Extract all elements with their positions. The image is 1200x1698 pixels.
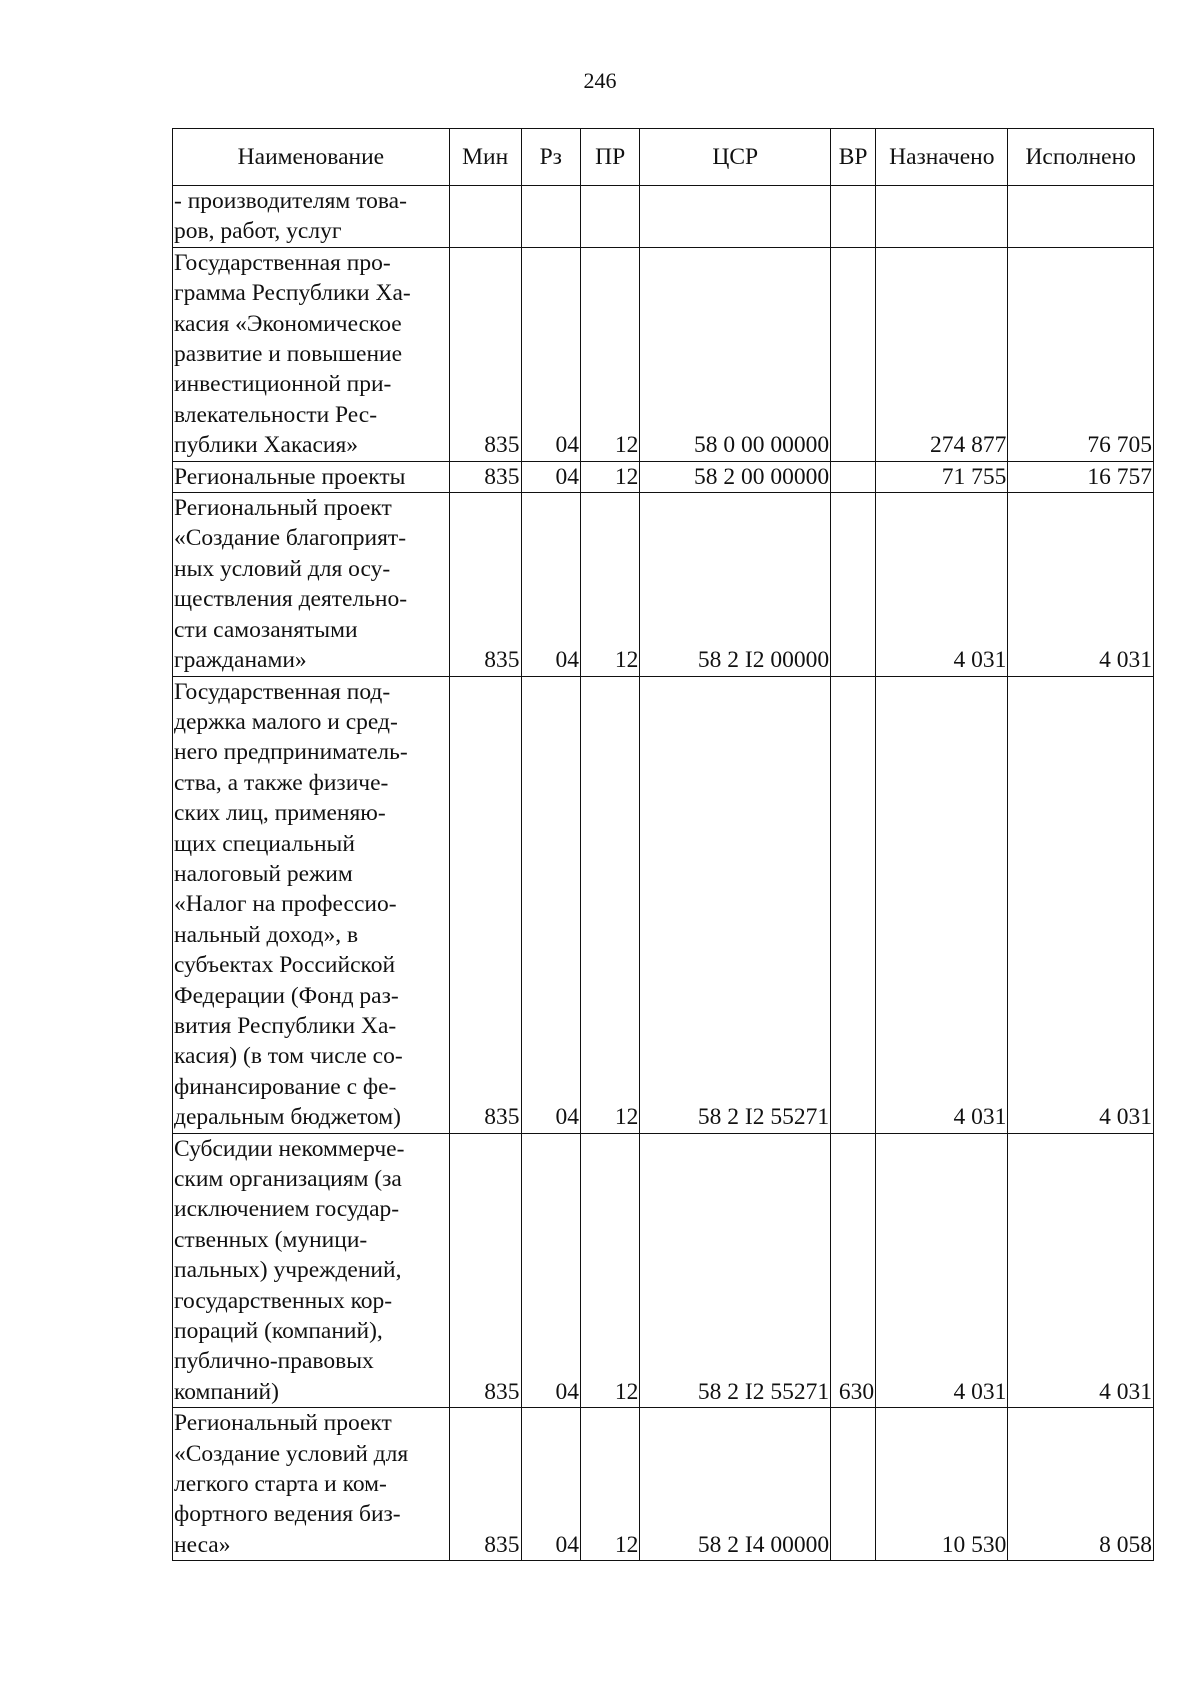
column-header-min: Мин [449, 129, 521, 186]
cell-pr: 12 [580, 676, 639, 1133]
cell-name-line: Региональный проект [174, 495, 392, 522]
cell-vr [831, 461, 876, 492]
cell-name-line: деральным бюджетом) [174, 1104, 401, 1131]
cell-csr: 58 2 00 00000 [640, 461, 831, 492]
column-header-rz: Рз [521, 129, 580, 186]
column-header-csr: ЦСР [640, 129, 831, 186]
cell-csr: 58 2 I2 00000 [640, 493, 831, 676]
cell-vr: 630 [831, 1133, 876, 1408]
cell-name-line: сти самозанятыми [174, 616, 358, 643]
cell-name-line: легкого старта и ком- [174, 1471, 387, 1498]
cell-name-line: государственных кор- [174, 1287, 393, 1314]
cell-executed: 76 705 [1008, 247, 1154, 461]
column-header-pr: ПР [580, 129, 639, 186]
column-header-vr: ВР [831, 129, 876, 186]
cell-min: 835 [449, 1408, 521, 1561]
cell-rz: 04 [521, 461, 580, 492]
cell-name-line: гражданами» [174, 647, 307, 674]
cell-name-line: развитие и повышение [174, 341, 403, 368]
cell-name-line: Федерации (Фонд раз- [174, 982, 399, 1009]
table-row [173, 461, 1154, 492]
cell-name-line: финансирование с фе- [174, 1073, 397, 1100]
cell-name-line: фортного ведения биз- [174, 1501, 401, 1528]
budget-table [172, 128, 1154, 1561]
cell-pr: 12 [580, 1408, 639, 1561]
cell-assigned: 10 530 [876, 1408, 1008, 1561]
cell-name-line: налоговый режим [174, 860, 353, 887]
cell-name-line: щих специальный [174, 830, 355, 857]
table-row [173, 247, 1154, 461]
cell-executed: 4 031 [1008, 1133, 1154, 1408]
cell-min: 835 [449, 461, 521, 492]
cell-name-line: ров, работ, услуг [174, 218, 342, 245]
cell-name [173, 247, 450, 461]
cell-assigned: 274 877 [876, 247, 1008, 461]
cell-vr [831, 493, 876, 676]
cell-rz: 04 [521, 1408, 580, 1561]
cell-pr: 12 [580, 461, 639, 492]
cell-vr [831, 247, 876, 461]
table-header-row [173, 129, 1154, 186]
cell-rz: 04 [521, 247, 580, 461]
cell-name-line: «Налог на профессио- [174, 891, 397, 918]
table-row [173, 676, 1154, 1133]
cell-name-line: Субсидии некоммерче- [174, 1135, 405, 1162]
cell-min: 835 [449, 247, 521, 461]
cell-name-line: публики Хакасия» [174, 432, 359, 459]
cell-name-line: ства, а также физиче- [174, 769, 389, 796]
cell-csr: 58 2 I2 55271 [640, 1133, 831, 1408]
cell-name-line: вития Республики Ха- [174, 1012, 397, 1039]
table-row [173, 1408, 1154, 1561]
cell-rz: 04 [521, 676, 580, 1133]
cell-executed: 8 058 [1008, 1408, 1154, 1561]
cell-csr: 58 2 I2 55271 [640, 676, 831, 1133]
table-body [173, 186, 1154, 1561]
cell-executed: 4 031 [1008, 493, 1154, 676]
cell-csr [640, 186, 831, 248]
cell-name [173, 1133, 450, 1408]
cell-name-line: касия) (в том числе со- [174, 1043, 403, 1070]
cell-name-line: Государственная под- [174, 678, 391, 705]
cell-name-line: компаний) [174, 1378, 279, 1405]
cell-name-line: Региональный проект [174, 1410, 392, 1437]
cell-name [173, 676, 450, 1133]
cell-name-line: «Создание условий для [174, 1440, 409, 1467]
column-header-assigned: Назначено [876, 129, 1008, 186]
cell-name-line: неса» [174, 1531, 231, 1558]
cell-rz: 04 [521, 1133, 580, 1408]
cell-name-line: инвестиционной при- [174, 371, 392, 398]
cell-name-line: публично-правовых [174, 1348, 374, 1375]
cell-name-line: пальных) учреждений, [174, 1257, 402, 1284]
cell-rz: 04 [521, 493, 580, 676]
cell-name-line: пораций (компаний), [174, 1318, 383, 1345]
cell-pr [580, 186, 639, 248]
cell-name-line: нальный доход», в [174, 921, 359, 948]
cell-name [173, 186, 450, 248]
page-number: 246 [583, 68, 617, 93]
cell-vr [831, 186, 876, 248]
cell-pr: 12 [580, 493, 639, 676]
cell-name-line: ственных (муници- [174, 1226, 368, 1253]
cell-pr: 12 [580, 247, 639, 461]
column-header-executed: Исполнено [1008, 129, 1154, 186]
cell-assigned: 4 031 [876, 1133, 1008, 1408]
cell-min: 835 [449, 1133, 521, 1408]
cell-vr [831, 1408, 876, 1561]
cell-csr: 58 2 I4 00000 [640, 1408, 831, 1561]
cell-name-line: - производителям това- [174, 188, 407, 214]
column-header-name: Наименование [173, 129, 450, 186]
cell-assigned: 4 031 [876, 493, 1008, 676]
table-row [173, 186, 1154, 248]
cell-name-line: ных условий для осу- [174, 555, 391, 582]
cell-assigned [876, 186, 1008, 248]
cell-name-line: грамма Республики Ха- [174, 280, 411, 307]
cell-name-line: него предприниматель- [174, 739, 408, 766]
table-row [173, 1133, 1154, 1408]
table-row [173, 493, 1154, 676]
cell-name-line: Государственная про- [174, 249, 391, 276]
cell-pr: 12 [580, 1133, 639, 1408]
cell-min [449, 186, 521, 248]
cell-name [173, 493, 450, 676]
cell-name-line: ским организациям (за [174, 1166, 402, 1192]
cell-name-line: Региональные проекты [174, 463, 406, 490]
cell-min: 835 [449, 493, 521, 676]
cell-name-line: касия «Экономическое [174, 310, 402, 337]
cell-rz [521, 186, 580, 248]
cell-name [173, 461, 450, 492]
cell-executed: 4 031 [1008, 676, 1154, 1133]
cell-csr: 58 0 00 00000 [640, 247, 831, 461]
cell-executed: 16 757 [1008, 461, 1154, 492]
cell-name-line: влекательности Рес- [174, 401, 378, 428]
cell-name-line: «Создание благоприят- [174, 525, 407, 552]
cell-name-line: ществления деятельно- [174, 586, 408, 613]
cell-name-line: держка малого и сред- [174, 708, 398, 735]
cell-name-line: ских лиц, применяю- [174, 800, 386, 827]
cell-assigned: 4 031 [876, 676, 1008, 1133]
cell-executed [1008, 186, 1154, 248]
cell-name-line: субъектах Российской [174, 952, 396, 979]
cell-assigned: 71 755 [876, 461, 1008, 492]
cell-min: 835 [449, 676, 521, 1133]
cell-name [173, 1408, 450, 1561]
cell-name-line: исключением государ- [174, 1196, 400, 1223]
cell-vr [831, 676, 876, 1133]
